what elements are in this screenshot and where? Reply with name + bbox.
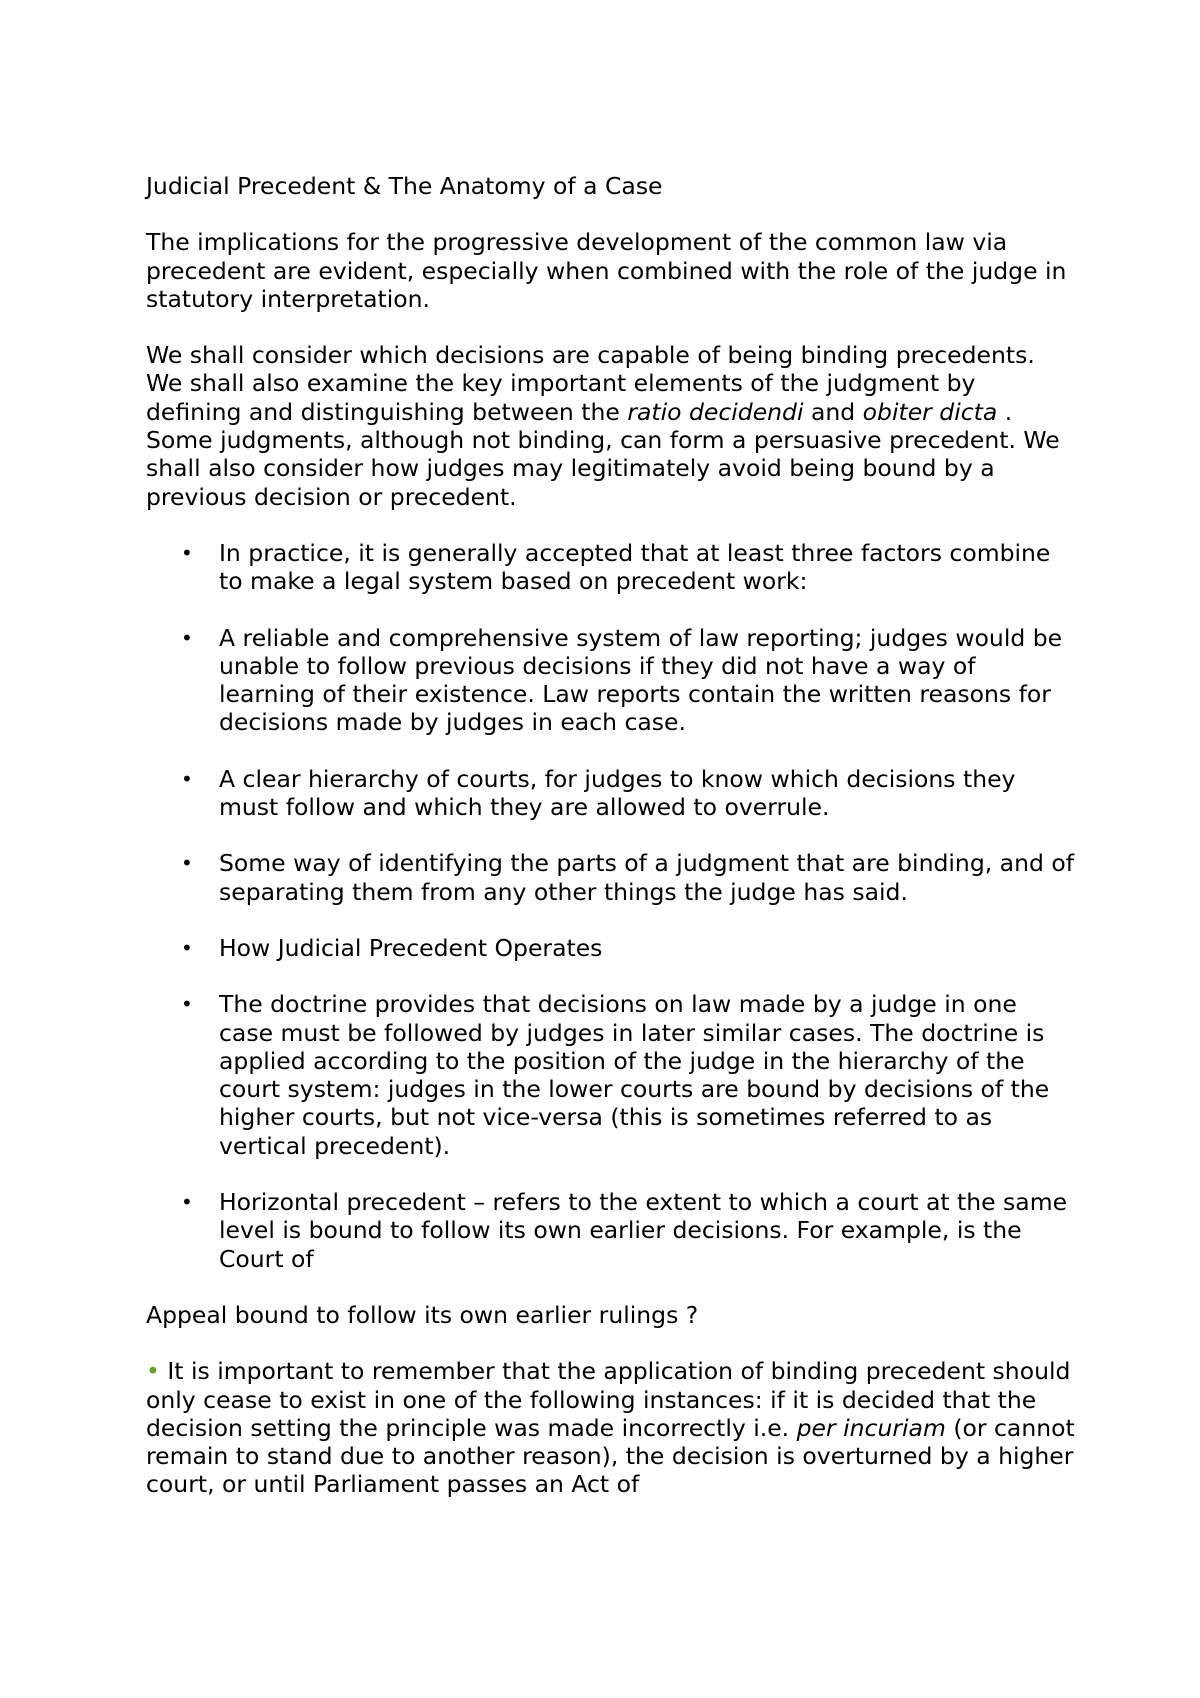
list-item-text: A clear hierarchy of courts, for judges to know which decisions they must follow and which they are allowed to overrule.	[219, 764, 1016, 822]
bullet-list	[146, 539, 1076, 1273]
list-item	[146, 1188, 1076, 1273]
list-item-text: Horizontal precedent – refers to the extent to which a court at the same level is bound to follow its own earlier decisions. For example, is the Court of	[219, 1188, 1068, 1273]
list-item-text: How Judicial Precedent Operates	[219, 933, 603, 962]
bullet-dot-icon: •	[181, 851, 193, 876]
ratio-decidendi-term: ratio decidendi	[627, 397, 804, 426]
intro-paragraph: The implications for the progressive development of the common law via precedent are evident, especially when combined with the role of the judge in statutory interpretation.	[146, 228, 1067, 313]
final-paragraph	[146, 1357, 1076, 1498]
bullet-dot-icon: •	[181, 625, 193, 650]
bullet-dot-icon: •	[181, 992, 193, 1017]
scope-text-2: and	[803, 397, 863, 426]
final-text-1: It is important to remember that the application of binding precedent should only cease to exist in one of the following instances: if it is decided that the decision setting the principle was made incorrectly i.e.	[146, 1357, 1071, 1442]
scope-text-3: . Some judgments, although not binding, can form a persuasive precedent. We shall also consider how judges may legitimately avoid being bound by a previous decision or precedent.	[146, 397, 1060, 511]
green-bullet-icon: •	[146, 1357, 160, 1386]
final-text-2: (or cannot remain to stand due to another reason), the decision is overturned by a higher court, or until Parliament passes an Act of	[146, 1413, 1075, 1499]
obiter-dicta-term: obiter dicta	[862, 397, 998, 426]
list-item-text: The doctrine provides that decisions on law made by a judge in one case must be followed by judges in later similar cases. The doctrine is applied according to the position of the judge in the hierarchy of the court system: judges in the lower courts are bound by decisions of the higher courts, but not vice-versa (this is sometimes referred to as vertical precedent).	[219, 990, 1050, 1160]
list-item	[146, 765, 1076, 822]
continuation-paragraph: Appeal bound to follow its own earlier rulings ?	[146, 1300, 699, 1329]
bullet-dot-icon: •	[181, 1190, 193, 1215]
list-item	[146, 934, 1076, 962]
list-item	[146, 990, 1076, 1160]
list-item	[146, 539, 1076, 596]
scope-text-1: We shall consider which decisions are capable of being binding precedents. We shall also examine the key important elements of the judgment by defining and distinguishing between the	[146, 341, 1035, 426]
bullet-dot-icon: •	[181, 766, 193, 791]
list-item-text: In practice, it is generally accepted that at least three factors combine to make a legal system based on precedent work:	[219, 538, 1051, 596]
list-item	[146, 624, 1076, 737]
per-incuriam-term: per incuriam	[796, 1413, 946, 1442]
list-item-text: A reliable and comprehensive system of law reporting; judges would be unable to follow previous decisions if they did not have a way of learning of their existence. Law reports contain the written reasons for decisions made by judges in each case.	[219, 623, 1063, 737]
document-title: Judicial Precedent & The Anatomy of a Case	[146, 172, 663, 200]
bullet-dot-icon: •	[181, 935, 193, 960]
list-item	[146, 849, 1076, 906]
document-page	[146, 172, 1076, 1527]
list-item-text: Some way of identifying the parts of a judgment that are binding, and of separating them from any other things the judge has said.	[219, 849, 1075, 906]
bullet-dot-icon: •	[181, 540, 193, 565]
scope-paragraph	[146, 341, 1076, 511]
